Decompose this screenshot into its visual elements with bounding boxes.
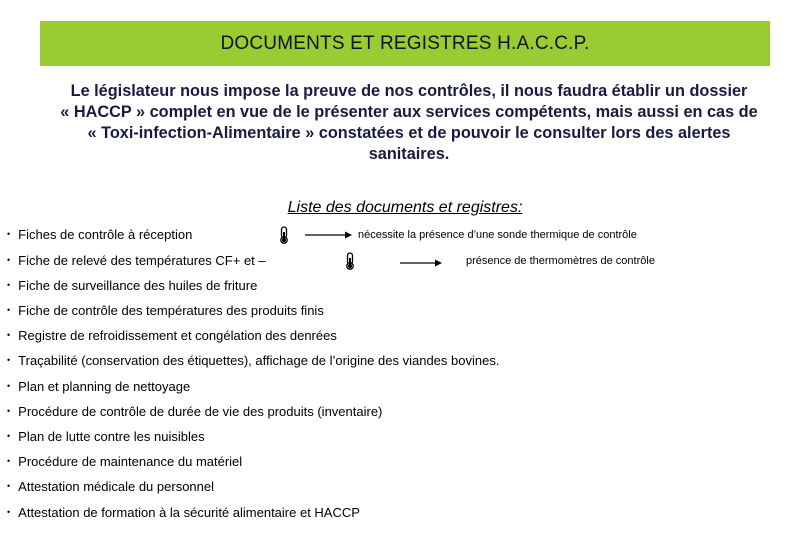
list-item-text: Plan de lutte contre les nuisibles bbox=[18, 429, 205, 444]
bullet: • bbox=[7, 279, 11, 290]
note-sonde-thermique: nécessite la présence d’une sonde thermique de contrôle bbox=[358, 229, 637, 241]
list-heading bbox=[0, 199, 810, 217]
bullet: • bbox=[7, 480, 11, 491]
list-item-text: Fiches de contrôle à réception bbox=[18, 227, 193, 242]
bullet: • bbox=[7, 455, 11, 466]
list-item bbox=[7, 278, 257, 293]
list-item-text: Fiche de relevé des températures CF+ et – bbox=[18, 253, 266, 268]
bullet: • bbox=[7, 228, 11, 239]
arrow-right-icon bbox=[400, 259, 442, 267]
arrow-right-icon bbox=[305, 231, 352, 239]
bullet: • bbox=[7, 430, 11, 441]
list-item bbox=[7, 454, 242, 469]
intro-line: sanitaires. bbox=[368, 145, 450, 163]
list-item-text: Attestation de formation à la sécurité alimentaire et HACCP bbox=[18, 505, 360, 520]
bullet: • bbox=[7, 354, 11, 365]
thermometer-icon bbox=[277, 226, 291, 244]
list-item bbox=[7, 379, 190, 394]
list-item bbox=[7, 479, 214, 494]
thermometer-icon bbox=[343, 252, 357, 270]
list-item bbox=[7, 505, 360, 520]
list-heading-text: Liste des documents et registres: bbox=[287, 199, 523, 216]
list-item bbox=[7, 404, 382, 419]
intro-line: « HACCP » complet en vue de le présenter aux services compétents, mais aussi en cas de bbox=[60, 103, 758, 121]
bullet: • bbox=[7, 380, 11, 391]
list-item-text: Procédure de contrôle de durée de vie des produits (inventaire) bbox=[18, 404, 383, 419]
bullet: • bbox=[7, 329, 11, 340]
list-item-text: Registre de refroidissement et congélation des denrées bbox=[18, 328, 337, 343]
list-item-text: Traçabilité (conservation des étiquettes), affichage de l’origine des viandes bovines. bbox=[18, 353, 500, 368]
list-item bbox=[7, 227, 192, 242]
list-item bbox=[7, 253, 266, 268]
list-item-text: Plan et planning de nettoyage bbox=[18, 379, 191, 394]
list-item-text: Fiche de contrôle des températures des produits finis bbox=[18, 303, 324, 318]
list-item bbox=[7, 429, 205, 444]
bullet: • bbox=[7, 304, 11, 315]
list-item bbox=[7, 328, 337, 343]
bullet: • bbox=[7, 405, 11, 416]
page-title: DOCUMENTS ET REGISTRES H.A.C.C.P. bbox=[220, 32, 590, 54]
list-item-text: Fiche de surveillance des huiles de friture bbox=[18, 278, 258, 293]
title-banner bbox=[40, 21, 770, 66]
list-item-text: Attestation médicale du personnel bbox=[18, 479, 215, 494]
list-item bbox=[7, 303, 324, 318]
bullet: • bbox=[7, 506, 11, 517]
list-item-text: Procédure de maintenance du matériel bbox=[18, 454, 243, 469]
intro-line: Le législateur nous impose la preuve de nos contrôles, il nous faudra établir un dossier bbox=[70, 82, 748, 100]
intro-paragraph bbox=[14, 81, 804, 165]
intro-line: « Toxi-infection-Alimentaire » constatées et de pouvoir le consulter lors des alertes bbox=[87, 124, 731, 142]
note-thermometres: présence de thermomètres de contrôle bbox=[466, 255, 655, 267]
bullet: • bbox=[7, 254, 11, 265]
list-item bbox=[7, 353, 499, 368]
